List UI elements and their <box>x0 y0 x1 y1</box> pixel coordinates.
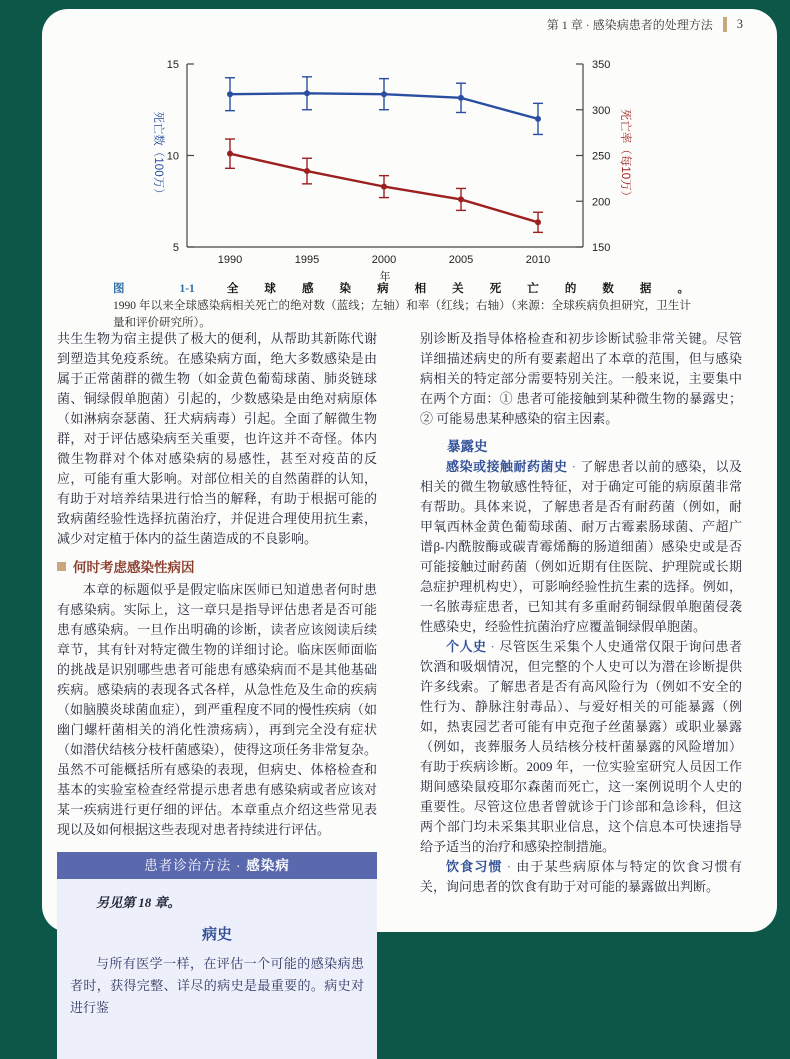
box-subheading: 病史 <box>201 926 232 943</box>
right-column <box>420 329 742 1059</box>
exposure-history-heading: 暴露史 <box>447 439 488 454</box>
paragraph: 本章的标题似乎是假定临床医师已知道患者何时患有感染病。实际上，这一章只是指导评估患者是否可能患有感染病。一旦作出明确的诊断，读者应该阅读后续章节，其有针对特定微生物的详细讨论。临床医师面临的挑战是识别哪些患者可能患有感染病而不是其他基础疾病。感染病的表现各式各样，从急性危及生命的疾病（如脑膜炎球菌血症），到严重程度不同的慢性疾病（如幽门螺杆菌相关的消化性溃疡病），再到完全没有症状（如潜伏结核分枝杆菌感染），使得这项任务非常复杂。虽然不可能概括所有感染的表现，但病史、体格检查和基本的实验室检查经常提示患者患有感染病或者应该对某一疾病进行更仔细的评估。本章重点介绍这些常见表现以及如何根据这些表现对患者持续进行评估。 <box>57 582 377 837</box>
left-axis-tick-label: 15 <box>166 59 179 71</box>
right-axis-title: 死亡率（每10万） <box>619 108 631 203</box>
left-axis-tick-label: 5 <box>172 242 179 254</box>
box-header <box>57 852 377 879</box>
x-axis-tick-label: 2010 <box>525 254 551 266</box>
paragraph: 别诊断及指导体格检查和初步诊断试验非常关键。尽管详细描述病史的所有要素超出了本章的范围，但与感染病相关的特定部分需要特别关注。一般来说，主要集中在两个方面：① 患者可能接触到某种微生物的暴露史；② 可能易患某种感染的宿主因素。 <box>420 331 742 426</box>
figure-caption-text: 1990 年以来全球感染病相关死亡的绝对数（蓝线；左轴）和率（红线；右轴） <box>113 300 511 312</box>
figure-caption-source: （来源：全球疾病负担研究，卫生计量和评价研究所）。 <box>113 300 692 329</box>
x-axis-tick-label: 2005 <box>448 254 474 266</box>
box-body <box>57 879 377 1059</box>
runin-separator: · <box>490 639 495 654</box>
box-header-prefix: 患者诊治方法 <box>144 858 232 873</box>
runin-separator: · <box>506 859 512 874</box>
see-also-note: 另见第 18 章。 <box>96 895 181 910</box>
figure-caption-title: 全球感染病相关死亡的数据。 <box>200 283 689 295</box>
mortality-line-chart <box>102 39 722 287</box>
right-axis-tick-label: 300 <box>592 104 611 117</box>
section-heading-label: 何时考虑感染性病因 <box>73 560 195 575</box>
runin-separator: · <box>571 459 576 474</box>
paragraph <box>420 857 742 897</box>
two-column-text <box>57 329 742 1059</box>
section-heading <box>57 556 377 576</box>
paragraph: 与所有医学一样，在评估一个可能的感染病患者时，获得完整、详尽的病史是最重要的。病史对进行鉴 <box>70 956 364 1015</box>
paragraph <box>420 637 742 857</box>
runin-heading: 感染或接触耐药菌史 <box>446 459 568 474</box>
figure-caption <box>113 281 691 332</box>
right-axis-tick-label: 250 <box>592 150 611 163</box>
chapter-title: 第 1 章 · 感染病患者的处理方法 <box>546 18 713 32</box>
paragraph: 共生生物为宿主提供了极大的便利，从帮助其新陈代谢到塑造其免疫系统。在感染病方面，绝大多数感染是由属于正常菌群的微生物（如金黄色葡萄球菌、肺炎链球菌、铜绿假单胞菌）引起的，少数感染是由绝对病原体（如淋病奈瑟菌、狂犬病病毒）引起。全面了解微生物群，对于评估感染病至关重要，也许这并不奇怪。体内微生物群对个体对感染病的易感性，甚至对疫苗的反应，可能有重大影响。对部位相关的自然菌群的认知，有助于对培养结果进行恰当的解释，有助于根据可能的致病菌经验性选择抗菌治疗，并促进合理使用抗生素，减少对定植于体内的益生菌造成的不良影响。 <box>57 331 377 546</box>
running-header <box>547 16 743 33</box>
square-bullet-icon <box>57 562 66 571</box>
figure-caption-label: 图 1-1 <box>113 283 195 295</box>
runin-heading: 饮食习惯 <box>446 859 503 874</box>
patient-approach-box <box>57 852 377 1059</box>
right-axis-tick-label: 350 <box>592 59 611 71</box>
paragraph-text: 了解患者以前的感染，以及相关的微生物敏感性特征，对于确定可能的病原菌非常有帮助。具体来说，了解患者是否有耐药菌（例如，耐甲氧西林金黄色葡萄球菌、耐万古霉素肠球菌、产超广谱β-内酰胺酶或碳青霉烯酶的肠道细菌）感染史或是否可能接触过耐药菌（例如近期有住医院、护理院或长期急症护理机构史），可影响经验性抗生素的选择。例如，一名脓毒症患者，已知其有多重耐药铜绿假单胞菌侵袭性感染史，经验性抗菌治疗应覆盖铜绿假单胞菌。 <box>420 459 742 634</box>
left-column <box>57 329 377 1059</box>
x-axis-title: 年 <box>379 271 391 283</box>
chart-axes <box>152 59 633 283</box>
chart-series <box>225 77 543 135</box>
paragraph-text: 由于某些病原体与特定的饮食习惯有关，询问患者的饮食有助于对可能的暴露做出判断。 <box>420 859 742 894</box>
figure-1-1 <box>102 39 722 287</box>
box-header-sep: · <box>231 858 247 873</box>
left-axis-tick-label: 10 <box>166 150 179 163</box>
right-axis-tick-label: 150 <box>592 242 611 254</box>
right-axis-tick-label: 200 <box>592 196 611 209</box>
chart-series <box>225 139 543 232</box>
runin-heading: 个人史 <box>446 639 487 654</box>
paragraph-text: 尽管医生采集个人史通常仅限于询问患者饮酒和吸烟情况，但完整的个人史可以为潜在诊断提供许多线索。了解患者是否有高风险行为（例如不安全的性行为、静脉注射毒品）、与爱好相关的可能暴露（例如，热衷园艺者可能有申克孢子丝菌暴露）或职业暴露（例如，丧葬服务人员结核分枝杆菌暴露的风险增加）有助于疾病诊断。2009 年，一位实验室研究人员因工作期间感染鼠疫耶尔森菌而死亡，这一案例说明个人史的重要性。尽管这位患者曾就诊于门诊部和急诊科，但这两个部门均未采集其职业信息，这个信息本可快速指导给予适当的治疗和感染控制措施。 <box>420 639 742 854</box>
book-page <box>42 9 777 1015</box>
left-axis-title: 死亡数（100万） <box>152 111 164 200</box>
header-divider <box>723 17 727 32</box>
box-header-topic: 感染病 <box>246 858 290 873</box>
x-axis-tick-label: 2000 <box>371 254 397 266</box>
x-axis-tick-label: 1990 <box>217 254 243 266</box>
paragraph <box>420 457 742 637</box>
x-axis-tick-label: 1995 <box>294 254 320 266</box>
page-number: 3 <box>736 17 743 31</box>
